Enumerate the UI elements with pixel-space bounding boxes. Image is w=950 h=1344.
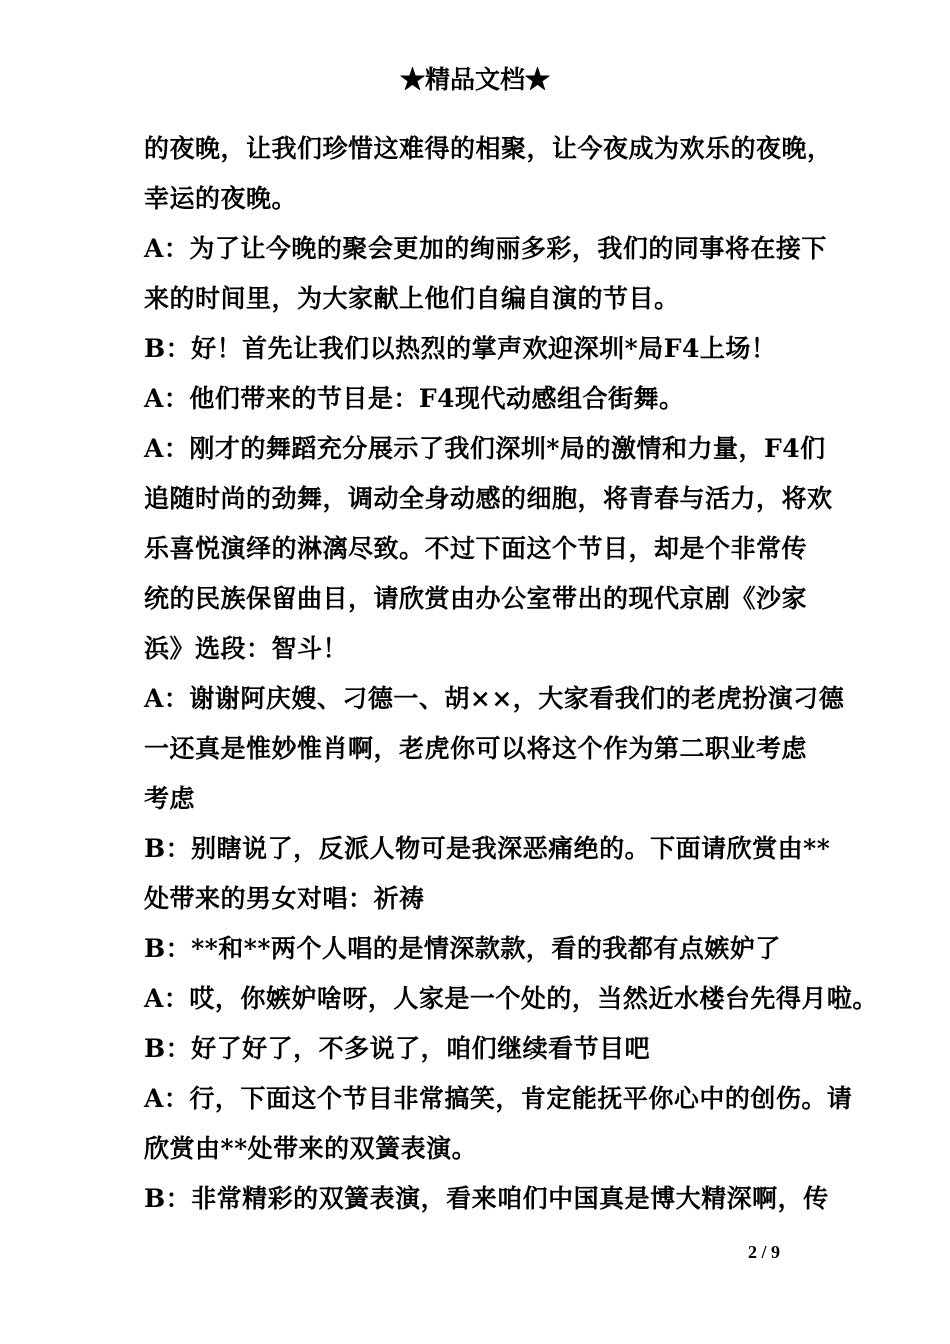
text-line: 乐喜悦演绎的淋漓尽致。不过下面这个节目，却是个非常传 [144,534,808,563]
text-line: B：**和**两个人唱的是情深款款，看的我都有点嫉妒了 [144,934,781,963]
text-line: 处带来的男女对唱：祈祷 [144,884,425,913]
page-header-title: ★精品文档★ [399,65,550,94]
text-line: A：哎，你嫉妒啥呀，人家是一个处的，当然近水楼台先得月啦。 [144,984,878,1013]
text-line: 追随时尚的劲舞，调动全身动感的细胞，将青春与活力，将欢 [144,484,833,513]
text-line: B：好！首先让我们以热烈的掌声欢迎深圳*局F4上场！ [144,334,777,363]
text-line: 幸运的夜晚。 [144,184,298,213]
text-line: A：行，下面这个节目非常搞笑，肯定能抚平你心中的创伤。请 [144,1084,853,1113]
page-number: 2 / 9 [748,1242,781,1262]
document-body [144,124,878,1224]
text-line: B：好了好了，不多说了，咱们继续看节目吧 [144,1034,651,1063]
text-line: B：别瞎说了，反派人物可是我深恶痛绝的。下面请欣赏由** [144,834,831,863]
text-line: B：非常精彩的双簧表演，看来咱们中国真是博大精深啊，传 [144,1184,829,1213]
text-line: 来的时间里，为大家献上他们自编自演的节目。 [144,284,680,313]
text-line: 考虑 [144,784,196,813]
text-line: 欣赏由**处带来的双簧表演。 [144,1134,478,1163]
text-line: 统的民族保留曲目，请欣赏由办公室带出的现代京剧《沙家 [144,584,808,613]
text-line: 的夜晚，让我们珍惜这难得的相聚，让今夜成为欢乐的夜晚， [144,134,833,163]
text-line: A：为了让今晚的聚会更加的绚丽多彩，我们的同事将在接下 [144,234,827,263]
text-line: A：他们带来的节目是：F4现代动感组合街舞。 [144,384,685,413]
text-line: A：刚才的舞蹈充分展示了我们深圳*局的激情和力量，F4们 [144,434,826,463]
text-line: 一还真是惟妙惟肖啊，老虎你可以将这个作为第二职业考虑 [144,734,808,763]
text-line: A：谢谢阿庆嫂、刁德一、胡××，大家看我们的老虎扮演刁德 [144,684,845,713]
text-line: 浜》选段：智斗！ [144,634,349,663]
